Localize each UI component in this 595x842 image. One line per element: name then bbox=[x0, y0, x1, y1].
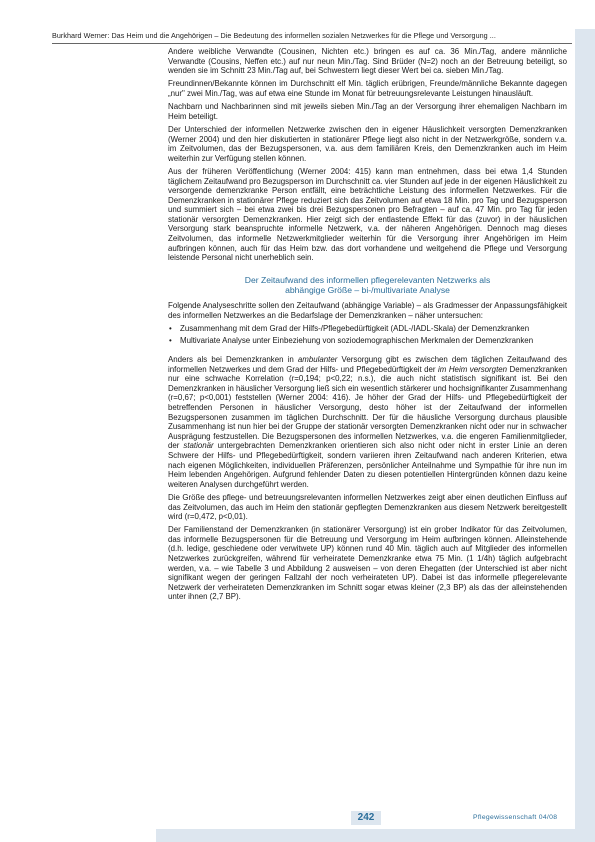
body-paragraph: Nachbarn und Nachbarinnen sind mit jeweils sieben Min./Tag an der Versorgung ihrer ehemaligen Nachbarn im Heim beteiligt. bbox=[168, 102, 567, 121]
analysis-steps-list bbox=[168, 324, 567, 346]
text-run: Demenzkranken nur eine schwache Korrelation (r=0,194; p<0,22; n.s.), die auch nicht statistisch signifikant ist. Bei den Demenzkranken in häuslicher Versorgung ließ sich ein wesentlich stärkerer und hochsignifikanter Zusammenhang (r=0,67; p<0,001) feststellen (Werner 2004: 416). Je höher der Grad der Hilfs- und Pflegebedürftigkeit der betreffenden Personen in häuslicher Versorgung, desto höher ist der Zeitaufwand der informellen Bezugspersonen zusammen im täglichen Durchschnitt. Der für die häusliche Versorgung durchaus plausible Zusammenhang ist nun hier bei der Gruppe der stationär versorgten Demenzkranken nicht oder nur in schwacher Ausprägung festzustellen. Die Bezugspersonen des informellen Netzwerkes, v.a. die engeren Familienmitglieder, der bbox=[168, 364, 567, 451]
article-body bbox=[168, 47, 567, 606]
emphasis: stationär bbox=[183, 441, 214, 451]
body-paragraph: Der Familienstand der Demenzkranken (in stationärer Versorgung) ist ein grober Indikator für das Zeitvolumen, das informelle Bezugspersonen für die Betreuung und Versorgung im Heim aufbringen können. Alleinstehende (d.h. ledige, geschiedene oder verwitwete UP) können rund 40 Min. täglich auch auf Mitglieder des informellen Netzwerkes zurückgreifen, während für verheiratete Demenzkranke etwa 75 Min. (1 1/4h) täglich aufgebracht werden, v.a. – wie Tabelle 3 und Abbildung 2 ausweisen – von deren Ehegatten (der Unterschied ist aber nicht signifikant wegen der geringen Fallzahl der noch verheirateten UP). Dabei ist das informelle pflegerelevante Netzwerk der verheirateten Demenzkranken im Schnitt sogar etwas kleiner (2,3 BP) als das der alleinstehenden unter ihnen (2,7 BP). bbox=[168, 525, 567, 602]
body-paragraph: Aus der früheren Veröffentlichung (Werner 2004: 415) kann man entnehmen, dass bei etwa 1,4 Stunden täglichem Zeitaufwand pro Bezugsperson im Durchschnitt ca. vier Stunden auf jede in der eigenen Häuslichkeit zu versorgende demenzkranke Person entfällt, eine beträchtliche Leistung des informellen Netzwerkes. Für die Demenzkranken in stationärer Pflege reduziert sich das Zeitvolumen auf etwa 18 Min. pro Tag und Bezugsperson und summiert sich – bei etwa zwei bis drei Bezugspersonen pro Befragten – auf ca. 47 Min. pro Tag für jeden stationär versorgten Demenzkranken. Hier zeigt sich der entlastende Effekt für das (zuvor) in der häuslichen Versorgung stark beanspruchte informelle Netzwerk, v.a. der näheren Angehörigen. Dennoch mag dieses Zeitvolumen, das informelle Netzwerkmitglieder weiterhin für die Versorgung ihrer Angehörigen im Heim aufbringen können, auch für das Heim bzw. das dort vorhandene und weitgehend die Pflege und Versorgung leistende Personal nicht unerheblich sein. bbox=[168, 166, 567, 263]
list-item: • Multivariate Analyse unter Einbeziehung von soziodemographischen Merkmalen der Demenzkranken bbox=[168, 336, 567, 346]
section-intro: Folgende Analyseschritte sollen den Zeitaufwand (abhängige Variable) – als Gradmesser der Anpassungsfähigkeit des informellen Netzwerkes an die Bedarfslage der Demenzkranken – näher untersuchen: bbox=[168, 301, 568, 320]
running-head: Burkhard Werner: Das Heim und die Angehörigen – Die Bedeutung des informellen sozialen Netzwerkes für die Pflege und Versorgung ... bbox=[52, 31, 496, 40]
journal-name: Pflegewissenschaft 04/08 bbox=[473, 814, 558, 821]
page-number: 242 bbox=[351, 811, 381, 825]
body-paragraph: Andere weibliche Verwandte (Cousinen, Nichten etc.) bringen es auf ca. 36 Min./Tag, andere männliche Verwandte (Cousins, Neffen etc.) auf nur neun Min./Tag. Sind Brüder (N=2) noch an der Betreuung beteiligt, so wenden sie im Schnitt 23 Min./Tag auf, bei Schwestern liegt dieser Wert bei ca. sieben Min./Tag. bbox=[168, 47, 567, 76]
body-paragraph: Die Größe des pflege- und betreuungsrelevanten informellen Netzwerkes zeigt aber einen deutlichen Einfluss auf das Zeitvolumen, das auch im Heim den stationär gepflegten Demenzkranken aus diesem Netzwerk bereitgestellt wird (r=0,472, p<0,01). bbox=[168, 492, 567, 522]
emphasis: ambulanter bbox=[297, 355, 338, 364]
body-paragraph bbox=[168, 355, 567, 489]
section-heading bbox=[168, 275, 567, 296]
side-panel-decoration bbox=[575, 29, 595, 842]
header-rule bbox=[52, 43, 572, 44]
footer-band-decoration bbox=[156, 829, 595, 842]
text-run: Versorgung gibt es zwischen dem täglichen Zeitaufwand des informellen Netzwerkes und dem Grad der Hilfs- und Pflegebedürftigkeit der bbox=[168, 355, 567, 374]
body-paragraph: Der Unterschied der informellen Netzwerke zwischen den in eigener Häuslichkeit versorgten Demenzkranken (Werner 2004) und den hier diskutierten in stationärer Pflege liegt also nicht in der Netzwerkgröße, sondern v.a. im Zeitvolumen, das der Bezugspersonen, v.a. aus dem familiären Kreis, den Demenzkranken auch im Heim weiterhin zur Verfügung stellen können. bbox=[168, 124, 567, 163]
list-item: • Zusammenhang mit dem Grad der Hilfs-/Pflegebedürftigkeit (ADL-/IADL-Skala) der Demenzkranken bbox=[168, 324, 567, 334]
text-run: untergebrachten Demenzkranken orientieren sich also nicht oder nicht in erster Linie an deren Schwere der Hilfs- und Pflegebedürftigkeit, sondern variieren ihren Zeitaufwand nach anderen Kriterien, etwa nach eigenen Möglichkeiten, individuellen Präferenzen, persönlicher Anteilnahme und Sympathie für ihre nun im Heim lebenden Angehörigen. Aufgrund fehlender Daten zu diesen potentiellen Hintergründen können dazu keine weiteren Analysen durchgeführt werden. bbox=[168, 441, 567, 489]
section-heading-line-1: Der Zeitaufwand des informellen pflegerelevanten Netzwerks als bbox=[244, 274, 491, 285]
text-run: Anders als bei Demenzkranken in bbox=[168, 355, 298, 364]
emphasis: im Heim versorgten bbox=[438, 364, 508, 374]
body-paragraph: Freundinnen/Bekannte können im Durchschnitt elf Min. täglich erübrigen, Freunde/männliche Bekannte dagegen „nur" zwei Min./Tag, was auf etwa eine Stunde im Monat für betreuungsrelevante Leistungen hinausläuft. bbox=[168, 79, 567, 98]
section-heading-line-2: abhängige Größe – bi-/multivariate Analyse bbox=[285, 285, 450, 296]
